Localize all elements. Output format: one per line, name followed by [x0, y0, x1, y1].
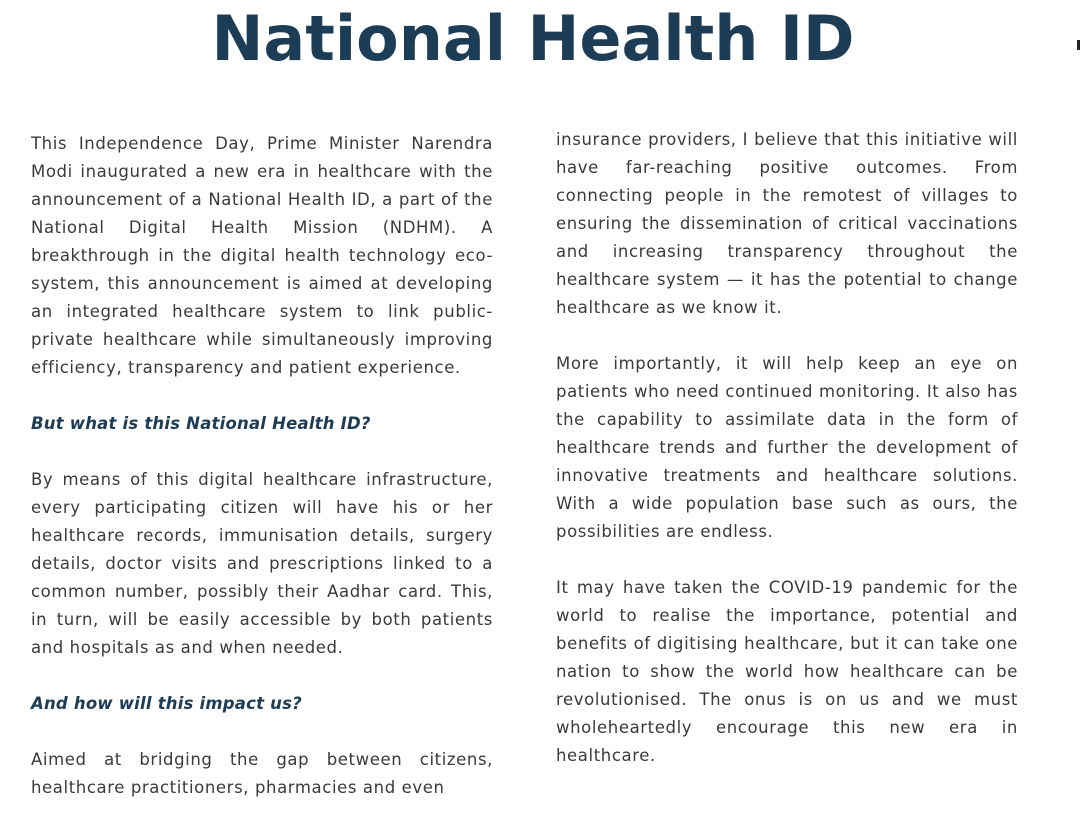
section-heading-what: But what is this National Health ID?	[31, 414, 371, 433]
monitoring-paragraph: More importantly, it will help keep an eye on patients who need continued monitoring. It also has the capability to assimilate data in the form of healthcare trends and further the development of innovative treatments and healthcare solutions. With a wide population base such as ours, the possibilities are endless.	[556, 354, 1018, 541]
left-column	[31, 130, 493, 830]
section-heading-impact: And how will this impact us?	[31, 694, 302, 713]
definition-paragraph: By means of this digital healthcare infrastructure, every participating citizen will have his or her healthcare records, immunisation details, surgery details, doctor visits and prescriptions linked to a common number, possibly their Aadhar card. This, in turn, will be easily accessible by both patients and hospitals as and when needed.	[31, 470, 493, 657]
intro-paragraph: This Independence Day, Prime Minister Narendra Modi inaugurated a new era in healthcare with the announcement of a National Health ID, a part of the National Digital Health Mission (NDHM). A breakthrough in the digital health technology eco-system, this announcement is aimed at developing an integrated healthcare system to link public-private healthcare while simultaneously improving efficiency, transparency and patient experience.	[31, 134, 493, 377]
conclusion-paragraph: It may have taken the COVID-19 pandemic for the world to realise the importance, potential and benefits of digitising healthcare, but it can take one nation to show the world how healthcare can be revolutionised. The onus is on us and we must wholeheartedly encourage this new era in healthcare.	[556, 578, 1018, 765]
right-column	[556, 126, 1018, 798]
impact-paragraph-start: Aimed at bridging the gap between citizens, healthcare practitioners, pharmacies and even	[31, 750, 493, 797]
page-title: National Health ID	[211, 2, 855, 75]
impact-paragraph-continued: insurance providers, I believe that this initiative will have far-reaching positive outcomes. From connecting people in the remotest of villages to ensuring the dissemination of critical vaccinations and increasing transparency throughout the healthcare system — it has the potential to change healthcare as we know it.	[556, 130, 1018, 317]
